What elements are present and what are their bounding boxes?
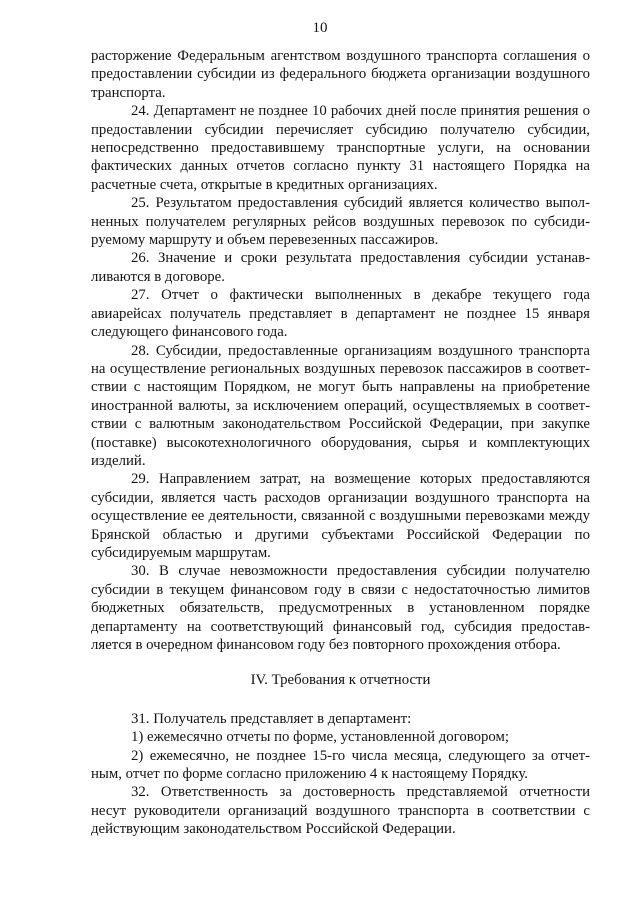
paragraph-31: 31. Получатель представляет в департамент: (131, 710, 412, 727)
paragraph-31-item-2: 2) ежемесячно, не позднее 15-го числа месяца, следующего за отчетным, отчет по форме согласно приложению 4 к настоящему Порядку. (91, 747, 590, 783)
paragraph-27: 27. Отчет о фактически выполненных в декабре текущего года авиарейсах получатель представляет в департамент не позднее 15 января следующего финансового года. (91, 287, 590, 341)
page-number: 10 (312, 20, 328, 36)
paragraph-24: 24. Департамент не позднее 10 рабочих дней после принятия решения о предоставлении субсидии перечисляет субсидию получателю субсидии, непосредственно предоставившему транспортные услуги, на основании фактических данных отчетов согласно пункту 31 настоящего Порядка на расчетные счета, открытые в кредитных организациях. (91, 103, 590, 193)
paragraph-32: 32. Ответственность за достоверность представляемой отчетности несут руководители организаций воздушного транспорта в соответствии с действующим законодательством Российской Федерации. (91, 784, 590, 838)
paragraph-30: 30. В случае невозможности предоставления субсидии получателю субсидии в текущем финансовом году в связи с недостаточностью лимитов бюджетных обязательств, предусмотренных в установленном порядке департаменту на соответствующий финансовый год, субсидия предоставляется в очередном финансовом году без повторного прохождения отбора. (91, 563, 590, 653)
section-heading: IV. Требования к отчетности (250, 672, 431, 689)
paragraph-29: 29. Направлением затрат, на возмещение которых предоставляются субсидии, является часть расходов организации воздушного транспорта на осуществление ее деятельности, связанной с воздушными перевозками между Брянской областью и другими субъектами Российской Федерации по субсидируемым маршрутам. (91, 471, 590, 561)
paragraph-28: 28. Субсидии, предоставленные организациям воздушного транспорта на осуществление региональных воздушных перевозок пассажиров в соответствии с настоящим Порядком, не могут быть направлены на приобретение иностранной валюты, за исключением операций, осуществляемых в соответствии с валютным законодательством Российской Федерации, при закупке (поставке) высокотехнологичного оборудования, сырья и комплектующих изделий. (91, 342, 590, 469)
paragraph-continuation: расторжение Федеральным агентством воздушного транспорта соглашения о предоставлении субсидии из федерального бюджета организации воздушного транспорта. (91, 48, 590, 101)
document-body (91, 47, 590, 839)
paragraph-26: 26. Значение и сроки результата предоставления субсидии устанавливаются в договоре. (91, 250, 590, 285)
paragraph-25: 25. Результатом предоставления субсидий является количество выполненных получателем регулярных рейсов воздушных перевозок по субсидируемому маршруту и объем перевезенных пассажиров. (91, 195, 590, 249)
paragraph-31-item-1: 1) ежемесячно отчеты по форме, установленной договором; (131, 729, 510, 746)
